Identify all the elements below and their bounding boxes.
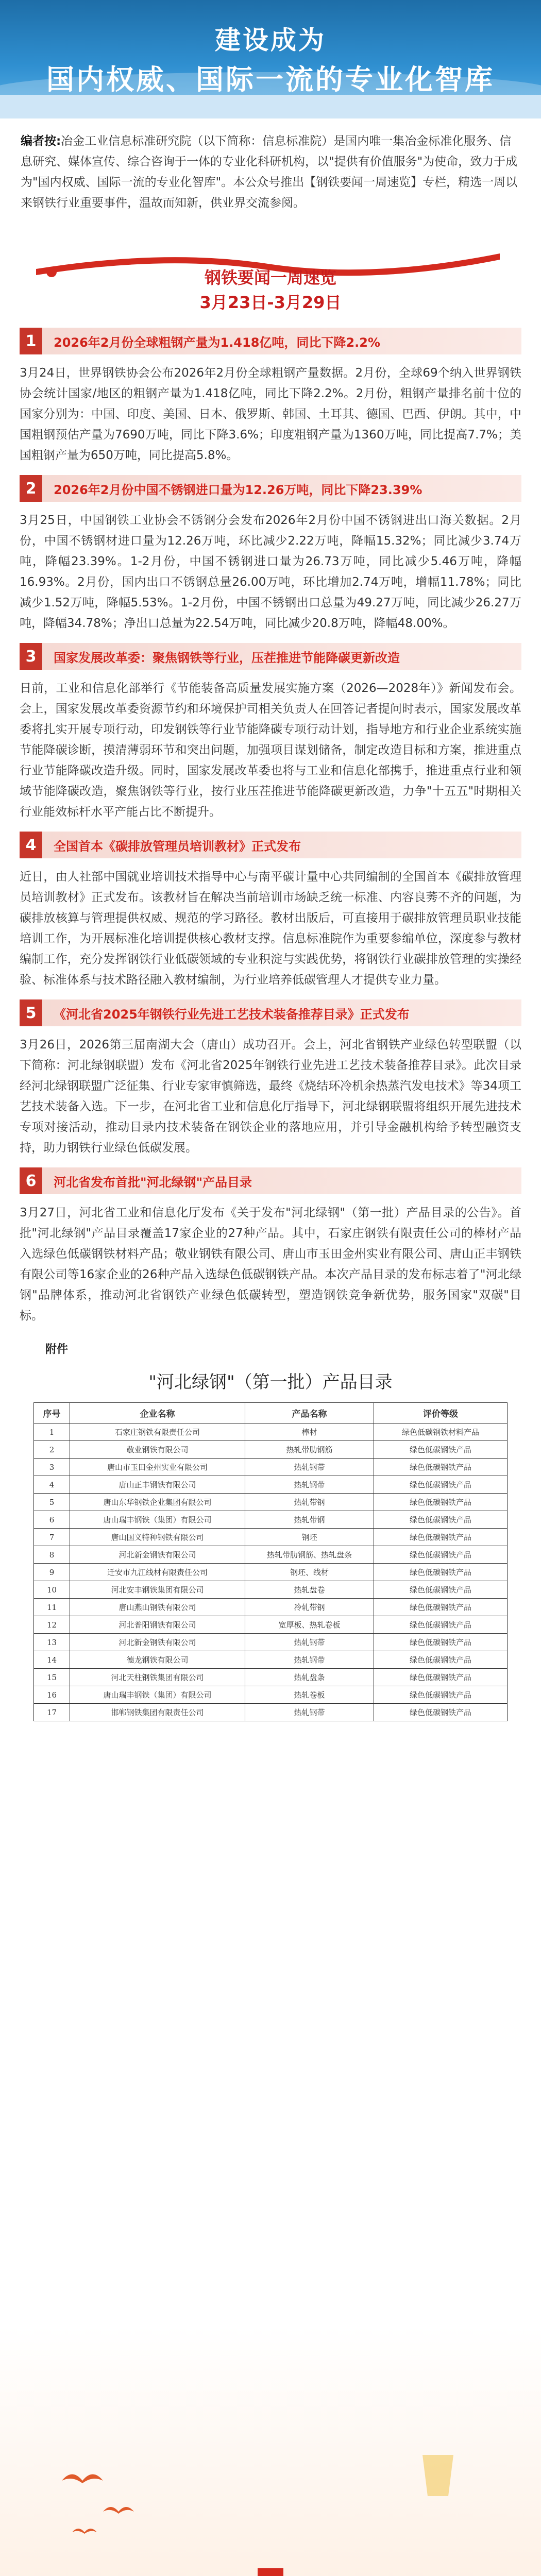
- column-header: 序号: [34, 1403, 70, 1423]
- table-cell: 唐山市玉田金州实业有限公司: [70, 1459, 245, 1476]
- editor-note: [0, 118, 541, 223]
- section-number: 5: [20, 999, 42, 1026]
- table-cell: 唐山正丰钢铁有限公司: [70, 1476, 245, 1494]
- section-body: 3月26日，2026第三届南湖大会（唐山）成功召开。会上，河北省钢铁产业绿色转型联盟（以下简称：河北绿钢联盟）发布《河北省2025年钢铁行业先进工艺技术装备推荐目录》。此次目录经河北绿钢联盟广泛征集、行业专家审慎筛选，最终《烧结环冷机余热蒸汽发电技术》等34项工艺技术装备入选。下一步，在河北省工业和信息化厅指导下，河北绿钢联盟将组织开展先进技术专项对接活动，推动目录内技术装备在钢铁企业的落地应用，并引导金融机构给予转型融资支持，助力钢铁行业绿色低碳发展。: [20, 1038, 521, 1155]
- table-cell: 绿色低碳钢铁产品: [374, 1669, 508, 1686]
- table-cell: 绿色低碳钢铁产品: [374, 1459, 508, 1476]
- table-cell: 钢坯、线材: [245, 1564, 374, 1581]
- table-cell: 热轧盘卷: [245, 1581, 374, 1599]
- section-heading: [20, 328, 521, 354]
- table-cell: 5: [34, 1494, 70, 1511]
- table-cell: 敬业钢铁有限公司: [70, 1441, 245, 1459]
- table-row: [34, 1651, 508, 1669]
- annex: [0, 1328, 541, 1721]
- section-number: 4: [20, 832, 42, 858]
- table-row: [34, 1686, 508, 1704]
- table-cell: 热轧钢带: [245, 1476, 374, 1494]
- section-title: 2026年2月份全球粗钢产量为1.418亿吨，同比下降2.2%: [54, 335, 380, 350]
- table-cell: 7: [34, 1529, 70, 1546]
- table-cell: 热轧钢带: [245, 1704, 374, 1721]
- section-heading: [20, 475, 521, 502]
- table-body: [34, 1423, 508, 1721]
- news-sections: [0, 328, 541, 1328]
- table-row: [34, 1459, 508, 1476]
- table-cell: 河北安丰钢铁集团有限公司: [70, 1581, 245, 1599]
- section-body: 3月24日，世界钢铁协会公布2026年2月份全球粗钢产量数据。2月份，全球69个纳入世界钢铁协会统计国家/地区的粗钢产量为1.418亿吨，同比下降2.2%。2月份，粗钢产量排名前十位的国家分别为：中国、印度、美国、日本、俄罗斯、韩国、土耳其、德国、巴西、伊朗。其中，中国粗钢预估产量为7690万吨，同比下降3.6%；印度粗钢产量为1360万吨，同比提高7.7%；美国粗钢产量为650万吨，同比提高5.8%。: [20, 366, 521, 462]
- table-row: [34, 1494, 508, 1511]
- section-number: 2: [20, 475, 42, 502]
- table-cell: 绿色低碳钢铁产品: [374, 1686, 508, 1704]
- table-cell: 河北新金钢铁有限公司: [70, 1546, 245, 1564]
- table-cell: 唐山瑞丰钢铁（集团）有限公司: [70, 1511, 245, 1529]
- section-body: 近日，由人社部中国就业培训技术指导中心与南平碳计量中心共同编制的全国首本《碳排放管理员培训教材》正式发布。该教材旨在解决当前培训市场缺乏统一标准、内容良莠不齐的问题，为碳排放核算与管理提供权威、规范的学习路径。教材出版后，可直接用于碳排放管理员职业技能培训工作，为开展标准化培训提供核心教材支撑。信息标准院作为重要参编单位，深度参与教材编制工作，充分发挥钢铁行业低碳领域的专业积淀与实践优势，将钢铁行业碳排放管理的实操经验、标准体系与技术路径融入教材编制，为行业培养低碳管理人才提供专业力量。: [20, 870, 521, 987]
- section-heading: [20, 832, 521, 858]
- section-body: 日前，工业和信息化部举行《节能装备高质量发展实施方案（2026—2028年）》新闻发布会。会上，国家发展改革委资源节约和环境保护司相关负责人在回答记者提问时表示，国家发展改革委将扎实开展专项行动，印发钢铁等行业节能降碳专项行动计划，指导地方和行业企业系统实施节能降碳诊断，摸清薄弱环节和突出问题，加强项目谋划储备，制定改造目标和方案，推进重点行业节能降碳改造升级。同时，国家发展改革委也将与工业和信息化部携手，推进重点行业和领域节能降碳改造，聚焦钢铁等行业，按行业压茬推进节能降碳更新改造，力争"十五五"时期相关行业能效标杆水平产能占比不断提升。: [20, 682, 521, 819]
- editor-note-text: 冶金工业信息标准研究院（以下简称：信息标准院）是国内唯一集冶金标准化服务、信息研究、媒体宣传、综合咨询于一体的专业化科研机构，以"提供有价值服务"为使命，致力于成为"国内权威、国际一流的专业化智库"。本公众号推出【钢铁要闻一周速览】专栏，精选一周以来钢铁行业重要事件，温故而知新，供业界交流参阅。: [21, 134, 518, 210]
- table-cell: 冷轧带钢: [245, 1599, 374, 1616]
- footer-decoration: [0, 2326, 541, 2576]
- table-cell: 热轧盘条: [245, 1669, 374, 1686]
- footer-illustration: [0, 2326, 541, 2576]
- table-cell: 唐山燕山钢铁有限公司: [70, 1599, 245, 1616]
- annex-title: "河北绿钢"（第一批）产品目录: [148, 1372, 393, 1393]
- table-row: [34, 1564, 508, 1581]
- section-heading: [20, 643, 521, 670]
- table-cell: 绿色低碳钢铁产品: [374, 1546, 508, 1564]
- table-row: [34, 1546, 508, 1564]
- table-cell: 热轧带钢: [245, 1511, 374, 1529]
- table-cell: 河北普阳钢铁有限公司: [70, 1616, 245, 1634]
- table-cell: 绿色低碳钢铁产品: [374, 1494, 508, 1511]
- table-cell: 唐山东华钢铁企业集团有限公司: [70, 1494, 245, 1511]
- table-cell: 绿色低碳钢铁产品: [374, 1616, 508, 1634]
- table-cell: 棒材: [245, 1423, 374, 1441]
- table-row: [34, 1529, 508, 1546]
- table-cell: 4: [34, 1476, 70, 1494]
- banner-dates: 3月23日-3月29日: [199, 293, 342, 312]
- table-row: [34, 1599, 508, 1616]
- table-cell: 钢坯: [245, 1529, 374, 1546]
- table-cell: 3: [34, 1459, 70, 1476]
- table-row: [34, 1423, 508, 1441]
- table-row: [34, 1616, 508, 1634]
- section-number: 3: [20, 643, 42, 670]
- table-cell: 热轧钢带: [245, 1651, 374, 1669]
- table-row: [34, 1441, 508, 1459]
- table-row: [34, 1634, 508, 1651]
- section-heading: [20, 1167, 521, 1194]
- section-number: 1: [20, 328, 42, 354]
- column-header: 评价等级: [374, 1403, 508, 1423]
- section-title: 国家发展改革委：聚焦钢铁等行业，压茬推进节能降碳更新改造: [54, 650, 400, 665]
- table-cell: 热轧卷板: [245, 1686, 374, 1704]
- table-row: [34, 1669, 508, 1686]
- table-cell: 热轧带肋钢筋: [245, 1441, 374, 1459]
- table-cell: 热轧带肋钢筋、热轧盘条: [245, 1546, 374, 1564]
- table-cell: 河北天柱钢铁集团有限公司: [70, 1669, 245, 1686]
- table-cell: 热轧钢带: [245, 1634, 374, 1651]
- news-section: [0, 999, 541, 1160]
- table-row: [34, 1511, 508, 1529]
- table-cell: 2: [34, 1441, 70, 1459]
- banner-name: 钢铁要闻一周速览: [204, 268, 336, 287]
- section-number: 6: [20, 1167, 42, 1194]
- editor-note-label: 编者按:: [21, 134, 61, 148]
- annex-label: 附件: [45, 1343, 69, 1356]
- table-cell: 绿色低碳钢铁产品: [374, 1511, 508, 1529]
- table-cell: 唐山国义特种钢铁有限公司: [70, 1529, 245, 1546]
- table-cell: 邯郸钢铁集团有限责任公司: [70, 1704, 245, 1721]
- header-banner: [0, 0, 541, 118]
- table-row: [34, 1476, 508, 1494]
- column-header: 企业名称: [70, 1403, 245, 1423]
- column-header: 产品名称: [245, 1403, 374, 1423]
- table-cell: 8: [34, 1546, 70, 1564]
- table-cell: 绿色低碳钢铁产品: [374, 1476, 508, 1494]
- table-cell: 9: [34, 1564, 70, 1581]
- table-cell: 绿色低碳钢铁产品: [374, 1634, 508, 1651]
- header-title-line2: 国内权威、国际一流的专业化智库: [46, 63, 495, 96]
- section-heading: [20, 999, 521, 1026]
- table-cell: 迁安市九江线材有限责任公司: [70, 1564, 245, 1581]
- news-section: [0, 832, 541, 992]
- section-title: 全国首本《碳排放管理员培训教材》正式发布: [54, 839, 301, 854]
- table-cell: 绿色低碳钢铁产品: [374, 1564, 508, 1581]
- table-cell: 绿色低碳钢铁产品: [374, 1651, 508, 1669]
- table-row: [34, 1581, 508, 1599]
- table-cell: 石家庄钢铁有限责任公司: [70, 1423, 245, 1441]
- section-title: 河北省发布首批"河北绿钢"产品目录: [54, 1175, 252, 1190]
- table-cell: 热轧钢带: [245, 1459, 374, 1476]
- table-row: [34, 1704, 508, 1721]
- table-cell: 宽厚板、热轧卷板: [245, 1616, 374, 1634]
- table-cell: 热轧带钢: [245, 1494, 374, 1511]
- news-section: [0, 643, 541, 824]
- table-cell: 绿色低碳钢铁材料产品: [374, 1423, 508, 1441]
- section-title: 《河北省2025年钢铁行业先进工艺技术装备推荐目录》正式发布: [54, 1007, 410, 1022]
- section-title: 2026年2月份中国不锈钢进口量为12.26万吨，同比下降23.39%: [54, 482, 422, 497]
- table-cell: 绿色低碳钢铁产品: [374, 1581, 508, 1599]
- header-bottom-band: [0, 95, 541, 118]
- table-cell: 绿色低碳钢铁产品: [374, 1704, 508, 1721]
- news-section: [0, 475, 541, 636]
- table-header-row: [34, 1403, 508, 1423]
- table-cell: 12: [34, 1616, 70, 1634]
- table-cell: 14: [34, 1651, 70, 1669]
- table-cell: 16: [34, 1686, 70, 1704]
- table-cell: 绿色低碳钢铁产品: [374, 1599, 508, 1616]
- section-body: 3月25日，中国钢铁工业协会不锈钢分会发布2026年2月份中国不锈钢进出口海关数据。2月份，中国不锈钢材进口量为12.26万吨，环比减少2.22万吨，降幅15.32%；同比减少3.74万吨，降幅23.39%。1-2月份，中国不锈钢进口量为26.73万吨，同比减少5.46万吨，降幅16.93%。2月份，国内出口不锈钢总量26.00万吨，环比增加2.74万吨，增幅11.78%；同比减少1.52万吨，降幅5.53%。1-2月份，中国不锈钢出口总量为49.27万吨，同比减少26.27万吨，降幅34.78%；净出口总量为22.54万吨，同比减少20.8万吨，降幅48.00%。: [20, 514, 521, 630]
- table-cell: 15: [34, 1669, 70, 1686]
- table-cell: 1: [34, 1423, 70, 1441]
- header-title-line1: 建设成为: [215, 25, 326, 55]
- table-cell: 10: [34, 1581, 70, 1599]
- news-section: [0, 1167, 541, 1328]
- section-body: 3月27日，河北省工业和信息化厅发布《关于发布"河北绿钢"（第一批）产品目录的公告》。首批"河北绿钢"产品目录覆盖17家企业的27种产品。其中，石家庄钢铁有限责任公司的棒材产品入选绿色低碳钢铁材料产品；敬业钢铁有限公司、唐山市玉田金州实业有限公司、唐山正丰钢铁有限公司等16家企业的26种产品入选绿色低碳钢铁产品。本次产品目录的发布标志着了"河北绿钢"品牌体系，推动河北省钢铁产业绿色低碳转型，塑造钢铁竞争新优势，服务国家"双碳"目标。: [20, 1206, 521, 1323]
- table-cell: 绿色低碳钢铁产品: [374, 1441, 508, 1459]
- product-table: [33, 1402, 508, 1721]
- table-cell: 河北新金钢铁有限公司: [70, 1634, 245, 1651]
- table-cell: 11: [34, 1599, 70, 1616]
- weekly-banner: [0, 233, 541, 320]
- table-cell: 绿色低碳钢铁产品: [374, 1529, 508, 1546]
- table-cell: 德龙钢铁有限公司: [70, 1651, 245, 1669]
- table-cell: 6: [34, 1511, 70, 1529]
- news-section: [0, 328, 541, 468]
- table-cell: 13: [34, 1634, 70, 1651]
- table-cell: 17: [34, 1704, 70, 1721]
- table-cell: 唐山瑞丰钢铁（集团）有限公司: [70, 1686, 245, 1704]
